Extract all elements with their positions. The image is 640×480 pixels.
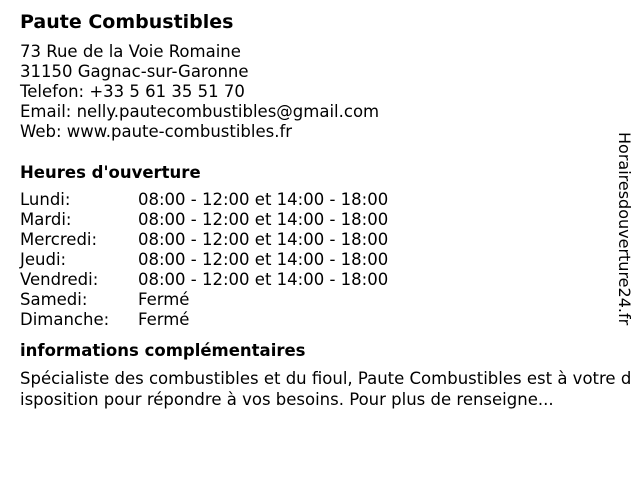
hours-table xyxy=(20,190,610,330)
day-label: Dimanche: xyxy=(20,310,110,329)
business-name: Paute Combustibles xyxy=(20,11,234,33)
hours-row-mercredi xyxy=(20,230,610,250)
day-label: Jeudi: xyxy=(20,250,67,269)
time-value: 08:00 - 12:00 et 14:00 - 18:00 xyxy=(138,210,389,229)
day-label: Mercredi: xyxy=(20,230,98,249)
day-label: Lundi: xyxy=(20,190,71,209)
day-label: Mardi: xyxy=(20,210,72,229)
day-label: Samedi: xyxy=(20,290,88,309)
address-line-1: 73 Rue de la Voie Romaine xyxy=(20,42,241,61)
info-description: Spécialiste des combustibles et du fioul, Paute Combustibles est à votre disposition pour répondre à vos besoins. Pour plus de renseigne... xyxy=(20,369,632,409)
contact-block xyxy=(20,42,610,142)
hours-heading: Heures d'ouverture xyxy=(20,163,201,182)
phone-line: Telefon: +33 5 61 35 51 70 xyxy=(20,82,245,101)
hours-row-jeudi xyxy=(20,250,610,270)
hours-row-mardi xyxy=(20,210,610,230)
email-line: Email: nelly.pautecombustibles@gmail.com xyxy=(20,102,380,121)
hours-row-dimanche xyxy=(20,310,610,330)
time-value: Fermé xyxy=(138,290,190,309)
hours-row-lundi xyxy=(20,190,610,210)
time-value: 08:00 - 12:00 et 14:00 - 18:00 xyxy=(138,190,389,209)
address-line-2: 31150 Gagnac-sur-Garonne xyxy=(20,62,249,81)
day-label: Vendredi: xyxy=(20,270,99,289)
time-value: 08:00 - 12:00 et 14:00 - 18:00 xyxy=(138,270,389,289)
hours-row-vendredi xyxy=(20,270,610,290)
time-value: Fermé xyxy=(138,310,190,329)
hours-row-samedi xyxy=(20,290,610,310)
side-brand-watermark: Horairesdouverture24.fr xyxy=(615,132,634,326)
time-value: 08:00 - 12:00 et 14:00 - 18:00 xyxy=(138,230,389,249)
time-value: 08:00 - 12:00 et 14:00 - 18:00 xyxy=(138,250,389,269)
web-line: Web: www.paute-combustibles.fr xyxy=(20,122,293,141)
info-heading: informations complémentaires xyxy=(20,341,306,360)
